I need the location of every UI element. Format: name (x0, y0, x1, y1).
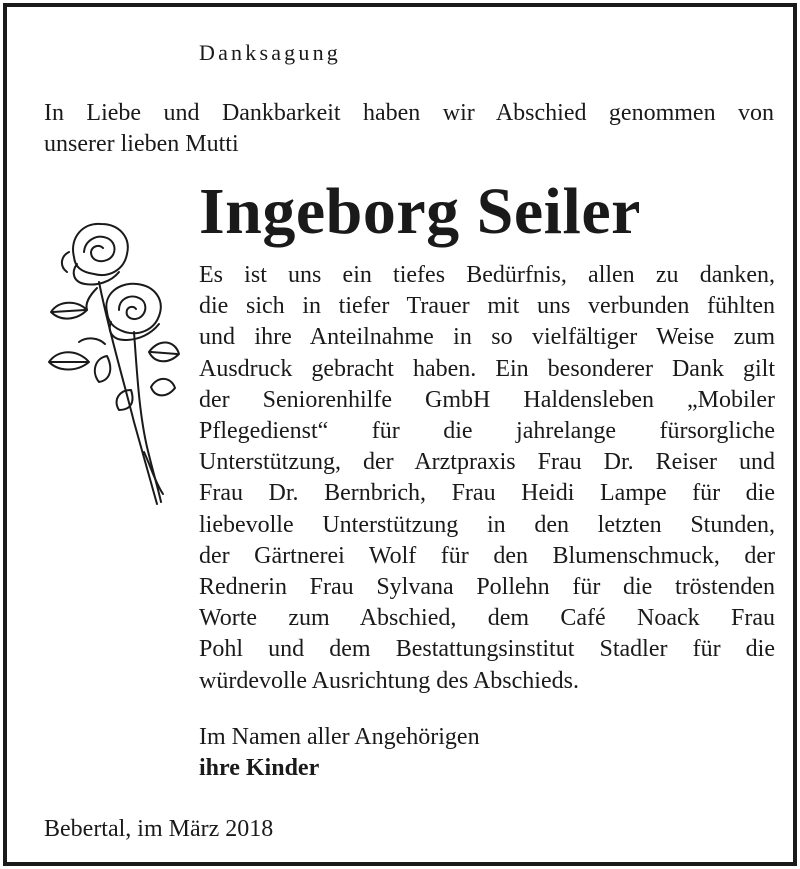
rose-icon (39, 212, 189, 512)
deceased-name: Ingeborg Seiler (199, 175, 641, 248)
notice-heading: Danksagung (199, 40, 341, 65)
place-date: Bebertal, im März 2018 (44, 816, 274, 842)
thanks-body (199, 260, 775, 697)
body-line: Ausdruck gebracht haben. Ein besonderer Dank gilt (199, 355, 775, 382)
body-line: Worte zum Abschied, dem Café Noack Frau (199, 605, 775, 632)
body-line: liebevolle Unterstützung in den letzten Stunden, (199, 511, 775, 538)
intro-line: unserer lieben Mutti (44, 131, 239, 157)
body-line: der Gärtnerei Wolf für den Blumenschmuck, der (199, 542, 775, 569)
intro-text (44, 98, 774, 160)
signature-line: Im Namen aller Angehörigen (199, 724, 480, 750)
body-line: Unterstützung, der Arztpraxis Frau Dr. Reiser und (199, 449, 775, 476)
body-line: der Seniorenhilfe GmbH Haldensleben „Mobiler (199, 386, 775, 413)
signature-name: ihre Kinder (199, 755, 320, 781)
body-line: Pflegedienst“ für die jahrelange fürsorgliche (199, 418, 775, 445)
body-line: die sich in tiefer Trauer mit uns verbunden fühlten (199, 293, 775, 320)
body-line: Es ist uns ein tiefes Bedürfnis, allen zu danken, (199, 262, 775, 288)
body-line: Rednerin Frau Sylvana Pollehn für die tröstenden (199, 574, 775, 601)
body-line: und ihre Anteilnahme in so vielfältiger Weise zum (199, 324, 775, 351)
obituary-notice (3, 3, 797, 866)
signature-block (199, 722, 480, 784)
intro-line: In Liebe und Dankbarkeit haben wir Abschied genommen von (44, 100, 774, 126)
body-line: Frau Dr. Bernbrich, Frau Heidi Lampe für die (199, 480, 775, 507)
body-line: würdevolle Ausrichtung des Abschieds. (199, 667, 579, 694)
body-line: Pohl und dem Bestattungsinstitut Stadler für die (199, 636, 775, 663)
